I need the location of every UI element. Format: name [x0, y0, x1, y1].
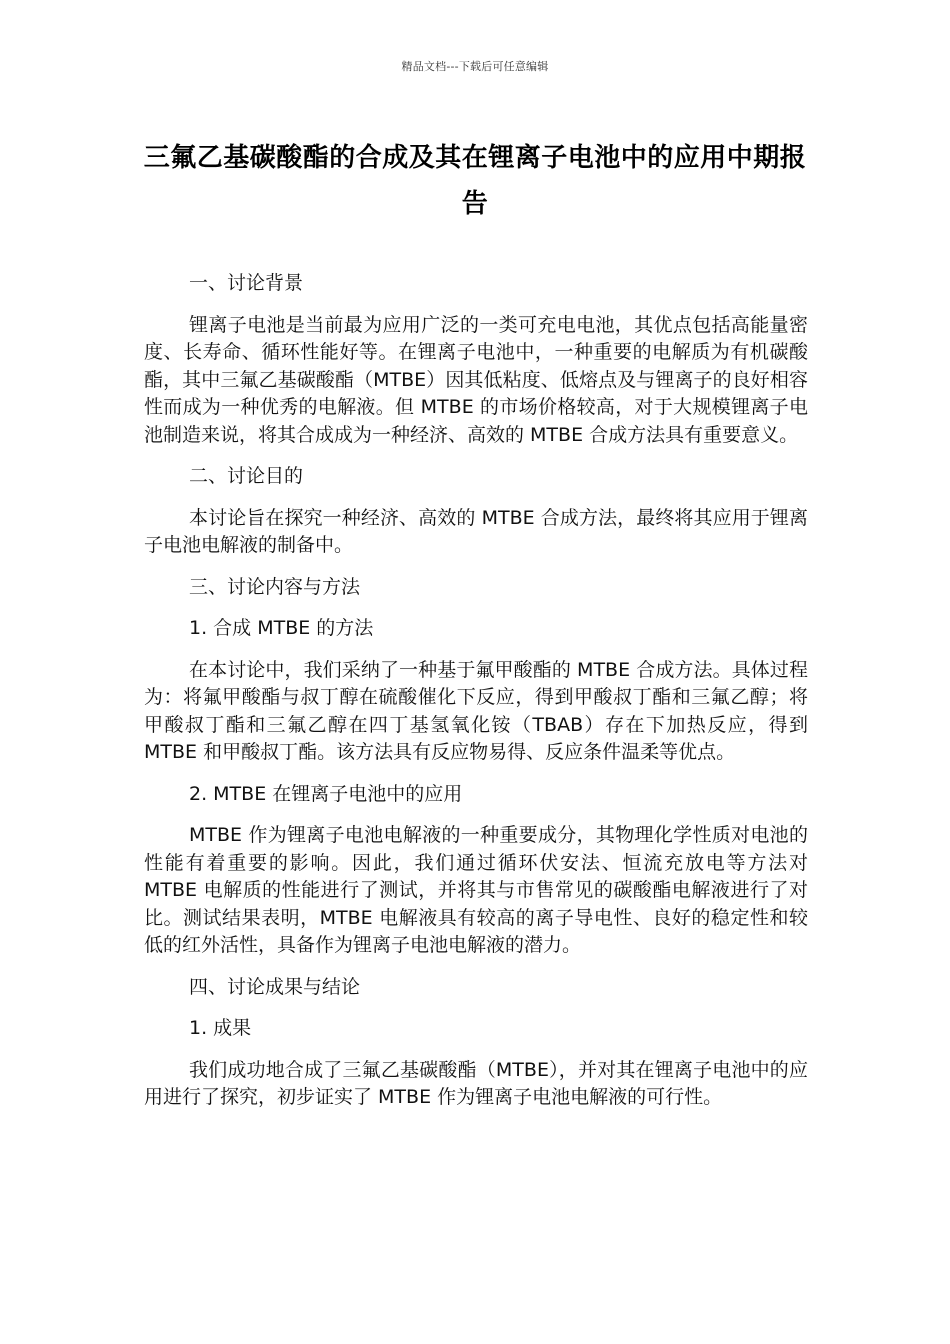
section-heading-purpose: 二、讨论目的: [189, 465, 304, 487]
paragraph-purpose: 本讨论旨在探究一种经济、高效的 MTBE 合成方法，最终将其应用于锂离子电池电解液的制备中。: [144, 506, 808, 556]
paragraph-achievements: 我们成功地合成了三氟乙基碳酸酯（MTBE），并对其在锂离子电池中的应用进行了探究，初步证实了 MTBE 作为锂离子电池电解液的可行性。: [144, 1058, 808, 1108]
section-heading-results: 四、讨论成果与结论: [189, 975, 361, 998]
subheading-application: 2. MTBE 在锂离子电池中的应用: [189, 782, 463, 805]
document-title: 三氟乙基碳酸酯的合成及其在锂离子电池中的应用中期报告: [143, 143, 807, 219]
subheading-achievements: 1. 成果: [189, 1017, 252, 1039]
header-note: 精品文档---下载后可任意编辑: [401, 60, 549, 73]
paragraph-background: 锂离子电池是当前最为应用广泛的一类可充电电池，其优点包括高能量密度、长寿命、循环性能好等。在锂离子电池中，一种重要的电解质为有机碳酸酯，其中三氟乙基碳酸酯（MTBE）因其低粘度、低熔点及与锂离子的良好相容性而成为一种优秀的电解液。但 MTBE 的市场价格较高，对于大规模锂离子电池制造来说，将其合成成为一种经济、高效的 MTBE 合成方法具有重要意义。: [144, 313, 808, 446]
section-heading-background: 一、讨论背景: [189, 272, 304, 294]
paragraph-application: MTBE 作为锂离子电池电解液的一种重要成分，其物理化学性质对电池的性能有着重要的影响。因此，我们通过循环伏安法、恒流充放电等方法对 MTBE 电解质的性能进行了测试，并将其与市售常见的碳酸酯电解液进行了对比。测试结果表明，MTBE 电解液具有较高的离子导电性、良好的稳定性和较低的红外活性，具备作为锂离子电池电解液的潜力。: [144, 824, 808, 956]
paragraph-synthesis-method: 在本讨论中，我们采纳了一种基于氟甲酸酯的 MTBE 合成方法。具体过程为：将氟甲酸酯与叔丁醇在硫酸催化下反应，得到甲酸叔丁酯和三氟乙醇；将甲酸叔丁酯和三氟乙醇在四丁基氢氧化铵（TBAB）存在下加热反应，得到 MTBE 和甲酸叔丁酯。该方法具有反应物易得、反应条件温柔等优点。: [144, 658, 808, 763]
subheading-synthesis-method: 1. 合成 MTBE 的方法: [189, 617, 374, 639]
document-body: [144, 270, 808, 1126]
section-heading-methods: 三、讨论内容与方法: [189, 575, 361, 598]
